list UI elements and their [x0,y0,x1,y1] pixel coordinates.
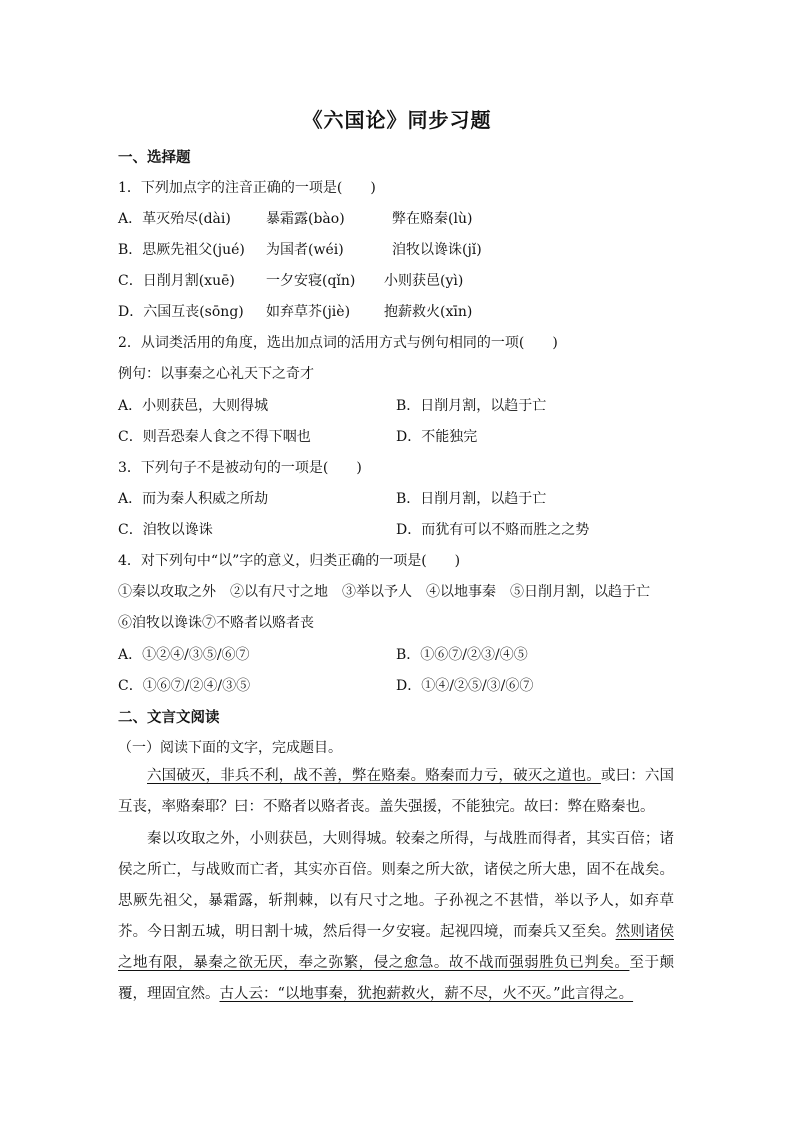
question-1-option-b [118,239,482,259]
question-2-option-c: C．则吾恐秦人食之不得下咽也 [118,429,311,445]
option-a-part-3: 弊在赂秦(lù) [392,211,473,227]
question-4-items-line-1: ①秦以攻取之外 ②以有尺寸之地 ③举以予人 ④以地事秦 ⑤日削月割，以趋于亡 [118,584,650,600]
option-b-part-3: 洎牧以谗诛(jǐ) [392,242,482,258]
question-3-option-c: C．洎牧以谗诛 [118,522,213,538]
question-4-option-b: B．①⑥⑦/②③/④⑤ [396,647,528,663]
option-a-part-1: A．革灭殆尽(dài) [118,211,231,227]
question-2-stem: 2．从词类活用的角度，选出加点词的活用方式与例句相同的一项( ) [118,335,558,351]
question-2-option-b: B．日削月割，以趋于亡 [396,398,547,414]
option-c-part-1: C．日削月割(xuē) [118,273,235,289]
option-d-part-2: 如弃草芥(jiè) [266,304,351,320]
question-4-option-a: A．①②④/③⑤/⑥⑦ [118,647,250,663]
option-c-part-3: 小则获邑(yì) [384,273,464,289]
option-c-part-2: 一夕安寝(qǐn) [266,273,356,289]
option-b-part-1: B．思厥先祖父(jué) [118,242,245,258]
question-4-option-c: C．①⑥⑦/②④/③⑤ [118,678,251,694]
paragraph-1-rest: 或曰：六国互丧，率赂秦耶？曰：不赂者以赂者丧。盖失强援，不能独完。故曰：弊在赂秦也。 [118,768,675,815]
question-1-option-a [118,208,472,228]
question-3-option-a: A．而为秦人积威之所劫 [118,491,269,507]
question-4-option-d: D．①④/②⑤/③/⑥⑦ [396,678,534,694]
option-d-part-3: 抱薪救火(xīn) [384,304,473,320]
underlined-sentence-3: 古人云：“以地事秦，犹抱薪救火，薪不尽，火不灭。”此言得之。 [219,986,634,1002]
question-4-items-line-2: ⑥洎牧以谗诛⑦不赂者以赂者丧 [118,615,314,631]
question-3-stem: 3．下列句子不是被动句的一项是( ) [118,460,362,476]
underlined-sentence-2: 然则诸侯之地有限，暴秦之欲无厌，奉之弥繁，侵之愈急。故不战而强弱胜负已判矣。 [118,924,674,971]
reading-intro: （一）阅读下面的文字，完成题目。 [118,740,342,756]
reading-paragraph-2 [118,824,674,1010]
section-heading-reading: 二、文言文阅读 [118,709,220,726]
document-title: 《六国论》同步习题 [302,108,492,132]
underlined-sentence-1: 六国破灭，非兵不利，战不善，弊在赂秦。赂秦而力亏，破灭之道也。 [147,768,601,784]
reading-paragraph-1 [118,761,674,823]
option-b-part-2: 为国者(wéi) [266,242,344,258]
question-1-stem: 1．下列加点字的注音正确的一项是( ) [118,180,376,196]
question-3-option-b: B．日削月割，以趋于亡 [396,491,547,507]
paragraph-2-part-2: 至于颠覆，理固宜然。 [118,955,675,1002]
question-4-stem: 4．对下列句中“以”字的意义，归类正确的一项是( ) [118,553,461,569]
option-d-part-1: D．六国互丧(sōng) [118,304,244,320]
section-heading-choice: 一、选择题 [118,149,191,166]
option-a-part-2: 暴霜露(bào) [266,211,345,227]
question-2-option-d: D．不能独完 [396,429,478,445]
question-2-example: 例句：以事秦之心礼天下之奇才 [118,366,314,382]
question-2-option-a: A．小则获邑，大则得城 [118,398,269,414]
question-1-option-c [118,270,463,290]
question-3-option-d: D．而犹有可以不赂而胜之之势 [396,522,590,538]
question-1-option-d [118,301,472,321]
paragraph-2-part-1: 秦以攻取之外，小则获邑，大则得城。较秦之所得，与战胜而得者，其实百倍；诸侯之所亡，与战败而亡者，其实亦百倍。则秦之所大欲，诸侯之所大患，固不在战矣。思厥先祖父，暴霜露，斩荆棘，以有尺寸之地。子孙视之不甚惜，举以予人，如弃草芥。今日割五城，明日割十城，然后得一夕安寝。起视四境，而秦兵又至矣。 [118,831,674,940]
